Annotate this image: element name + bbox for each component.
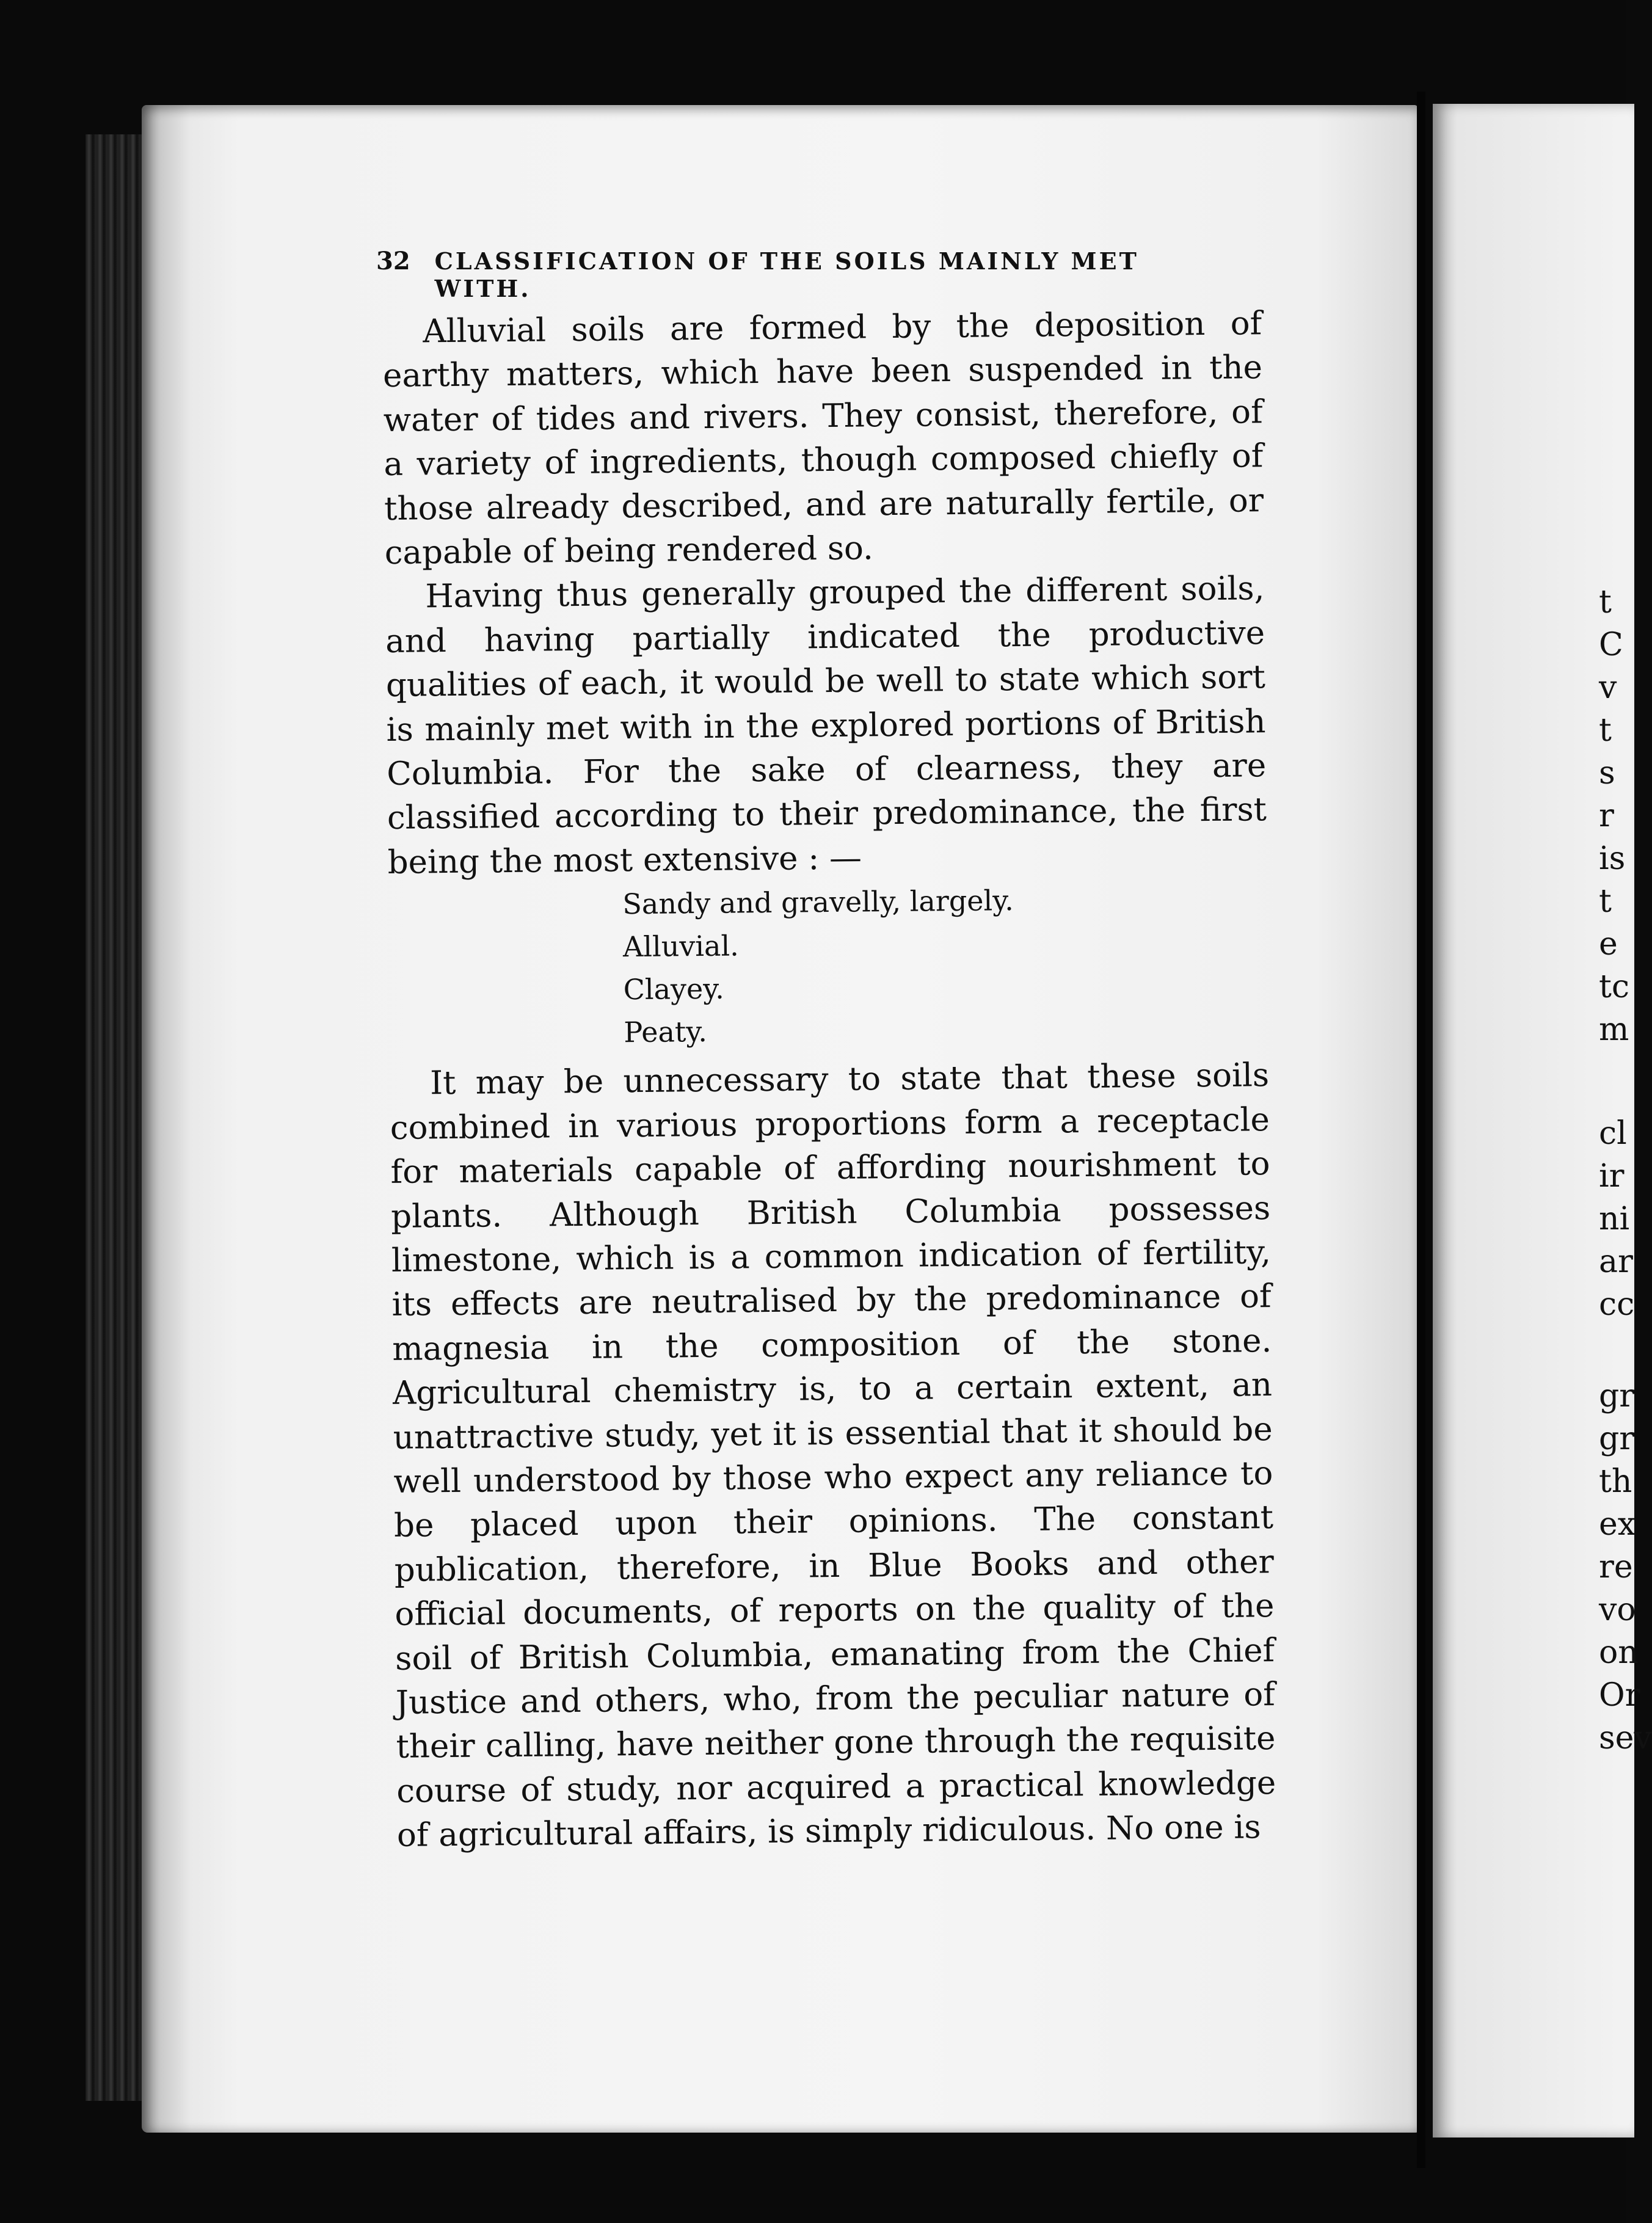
paragraph-agricultural-chemistry: It may be unnecessary to state that these soils combined in various proportions form a receptacle for materials capable of affording nourishment to plants. Although British Columbia possesses limestone, which is a common indication of fertility, its effects are neutralised by the predominance of magnesia in the composition of the stone. Agricultural chemistry is, to a certain extent, an unattractive study, yet it is essential that it should be well understood by those who expect any reliance to be placed upon their opinions. The constant publication, therefore, in Blue Books and other official documents, of reports on the quality of the soil of British Columbia, emanating from the Chief Justice and others, who, from the peculiar nature of their calling, have neither gone through the requisite course of study, nor acquired a practical knowledge of agricultural affairs, is simply ridiculous. No one is [390,1057,1276,1855]
list-item: Peaty. [624,1015,708,1049]
facing-page-fragment: sev [1599,1720,1652,1756]
facing-page-fragment: r [1599,798,1614,834]
facing-page-fragment: cc [1599,1286,1635,1323]
facing-page-fragment: cl [1599,1115,1627,1152]
soil-classification-list [622,876,1269,1053]
facing-page-fragment: t [1599,584,1612,620]
list-item: Clayey. [623,972,724,1006]
facing-page-fragment: t [1599,883,1612,920]
facing-page-fragment: ir [1599,1158,1625,1195]
facing-page-fragment: gr [1599,1378,1635,1414]
facing-page-fragment: ex [1599,1506,1636,1543]
facing-page-fragment: ar [1599,1243,1633,1280]
facing-page-fragment: m [1599,1011,1629,1048]
facing-page-fragment: re [1599,1549,1633,1585]
facing-page-fragment: is [1599,840,1626,877]
facing-page-fragment: ni [1599,1201,1630,1237]
running-title: CLASSIFICATION OF THE SOILS MAINLY MET WITH. [434,247,1139,302]
list-item: Sandy and gravelly, largely. [622,884,1014,921]
facing-page-fragment: on [1599,1634,1639,1671]
facing-page-fragment: t [1599,712,1612,749]
facing-page-fragment: Or [1599,1677,1640,1714]
body-text [382,302,1276,1858]
list-item: Alluvial. [622,929,740,964]
paragraph-soil-grouping: Having thus generally grouped the different soils, and having partially indicated the productive qualities of each, it would be well to state which sort is mainly met with in the explored portions of British Columbia. For the sake of clearness, they are classified according to their predominance, the first being the most extensive : — [385,570,1267,881]
book-gutter [1417,92,1425,2168]
facing-page-fragment: e [1599,926,1618,962]
facing-page-fragment: v [1599,669,1617,706]
facing-page-fragment: tc [1599,969,1630,1005]
running-head [376,247,1243,302]
facing-page-fragment: s [1599,755,1615,791]
facing-page-text [1587,0,1652,2223]
page-number: 32 [376,247,410,275]
paragraph-alluvial-soils: Alluvial soils are formed by the deposition of earthy matters, which have been suspended in the water of tides and rivers. They consist, therefore, of a variety of ingredients, though composed chiefly of those already described, and are naturally fertile, or capable of being rendered so. [382,305,1264,572]
facing-page-fragment: th [1599,1463,1632,1500]
facing-page-fragment: C [1599,627,1623,663]
facing-page-fragment: vo [1599,1592,1636,1628]
facing-page-fragment: gr [1599,1421,1635,1457]
